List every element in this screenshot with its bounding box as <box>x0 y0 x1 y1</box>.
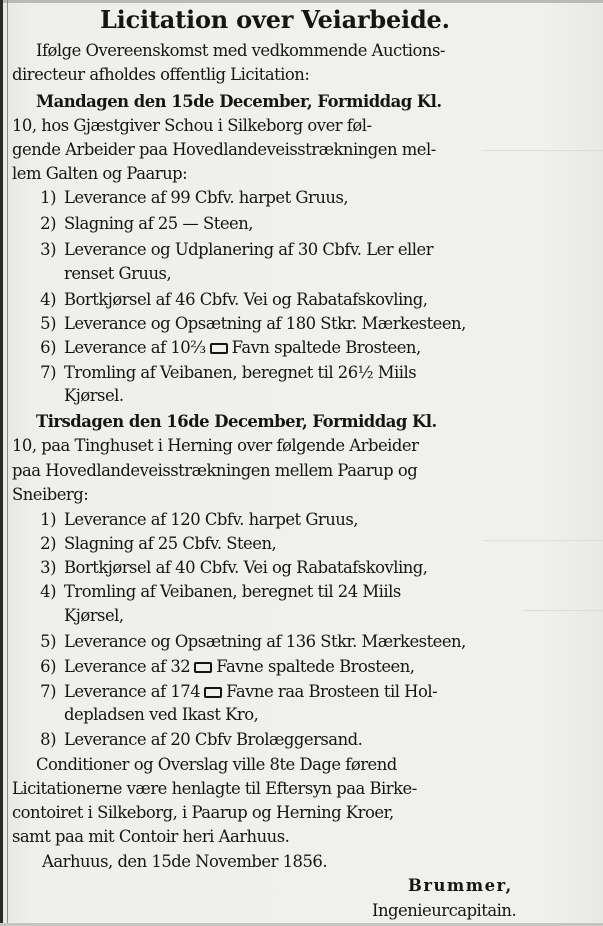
item-number: 5) <box>40 632 56 651</box>
item-text: Bortkjørsel af 46 Cbfv. Vei og Rabatafskovling, <box>64 290 428 309</box>
item-text: Kjørsel, <box>64 606 124 625</box>
column-rule <box>0 0 3 926</box>
list-item <box>12 312 466 336</box>
square-symbol <box>204 687 222 698</box>
item-text: Leverance af 99 Cbfv. harpet Gruus, <box>64 188 349 207</box>
list-item <box>12 680 437 704</box>
intro-line: Ifølge Overeenskomst med vedkommende Auctions- <box>36 41 445 60</box>
list-item <box>12 532 276 556</box>
item-number: 7) <box>40 363 56 382</box>
item-number: 2) <box>40 214 56 233</box>
item-number: 5) <box>40 314 56 333</box>
item-text: depladsen ved Ikast Kro, <box>64 705 259 724</box>
item-text: Favne raa Brosteen til Hol- <box>226 682 438 701</box>
list-item <box>12 361 416 385</box>
list-item <box>12 508 358 532</box>
item-text: renset Gruus, <box>64 264 172 283</box>
item-number: 6) <box>40 657 56 676</box>
list-item <box>12 384 124 408</box>
section2-line: 10, paa Tinghuset i Herning over følgende Arbeider <box>12 436 419 455</box>
item-text: Slagning af 25 — Steen, <box>64 214 253 233</box>
list-item <box>12 630 466 654</box>
item-text: Leverance af 120 Cbfv. harpet Gruus, <box>64 510 358 529</box>
item-text: Leverance og Opsætning af 136 Stkr. Mærkesteen, <box>64 632 466 651</box>
intro-line: directeur afholdes offentlig Licitation: <box>12 65 310 84</box>
list-item <box>12 580 401 604</box>
list-item <box>12 336 421 360</box>
signature: Brummer, <box>408 876 513 895</box>
item-number: 8) <box>40 730 56 749</box>
item-number: 3) <box>40 240 56 259</box>
square-symbol <box>194 662 212 673</box>
section1-lead: Mandagen den 15de December, Formiddag Kl. <box>36 92 442 111</box>
signature-title: Ingenieurcapitain. <box>372 901 517 920</box>
item-text: Slagning af 25 Cbfv. Steen, <box>64 534 277 553</box>
list-item <box>12 262 171 286</box>
conditions-line: samt paa mit Contoir heri Aarhuus. <box>12 827 290 846</box>
item-number: 3) <box>40 558 56 577</box>
item-text: Favne spaltede Brosteen, <box>216 657 415 676</box>
item-text: Leverance af 32 <box>64 657 191 676</box>
item-number: 1) <box>40 188 56 207</box>
top-border <box>0 0 603 3</box>
item-number: 4) <box>40 290 56 309</box>
section1-line: 10, hos Gjæstgiver Schou i Silkeborg over føl- <box>12 116 372 135</box>
list-item <box>12 288 428 312</box>
item-text: Leverance og Udplanering af 30 Cbfv. Ler eller <box>64 240 434 259</box>
item-text: Bortkjørsel af 40 Cbfv. Vei og Rabatafskovling, <box>64 558 428 577</box>
headline: Licitation over Veiarbeide. <box>100 5 450 34</box>
item-number: 4) <box>40 582 56 601</box>
item-number: 7) <box>40 682 56 701</box>
list-item <box>12 556 428 580</box>
item-text: Leverance af 20 Cbfv Brolæggersand. <box>64 730 363 749</box>
conditions-line: contoiret i Silkeborg, i Paarup og Herning Kroer, <box>12 803 394 822</box>
list-item <box>12 703 258 727</box>
bleed-through-mark <box>483 150 603 151</box>
item-number: 1) <box>40 510 56 529</box>
item-text: Tromling af Veibanen, beregnet til 26½ Miils <box>64 363 417 382</box>
item-text: Tromling af Veibanen, beregnet til 24 Miils <box>64 582 401 601</box>
list-item <box>12 186 348 210</box>
section2-line: paa Hovedlandeveisstrækningen mellem Paarup og <box>12 461 418 480</box>
dateline: Aarhuus, den 15de November 1856. <box>42 852 328 871</box>
item-number: 6) <box>40 338 56 357</box>
item-text: Leverance og Opsætning af 180 Stkr. Mærkesteen, <box>64 314 466 333</box>
section2-lead: Tirsdagen den 16de December, Formiddag Kl. <box>36 412 437 431</box>
item-text: Leverance af 10⅔ <box>64 338 206 357</box>
section2-line: Sneiberg: <box>12 485 89 504</box>
conditions-line: Conditioner og Overslag ville 8te Dage førend <box>36 755 397 774</box>
list-item <box>12 212 253 236</box>
list-item <box>12 728 362 752</box>
list-item <box>12 604 124 628</box>
square-symbol <box>210 343 228 354</box>
bleed-through-mark <box>523 610 603 611</box>
bleed-through-mark <box>483 540 603 541</box>
item-text: Favn spaltede Brosteen, <box>231 338 421 357</box>
item-text: Kjørsel. <box>64 386 124 405</box>
section1-line: gende Arbeider paa Hovedlandeveisstrækningen mel- <box>12 140 436 159</box>
list-item <box>12 238 433 262</box>
column-rule-inner <box>7 0 8 926</box>
list-item <box>12 655 414 679</box>
conditions-line: Licitationerne være henlagte til Eftersyn paa Birke- <box>12 779 417 798</box>
item-text: Leverance af 174 <box>64 682 201 701</box>
section1-line: lem Galten og Paarup: <box>12 164 188 183</box>
item-number: 2) <box>40 534 56 553</box>
